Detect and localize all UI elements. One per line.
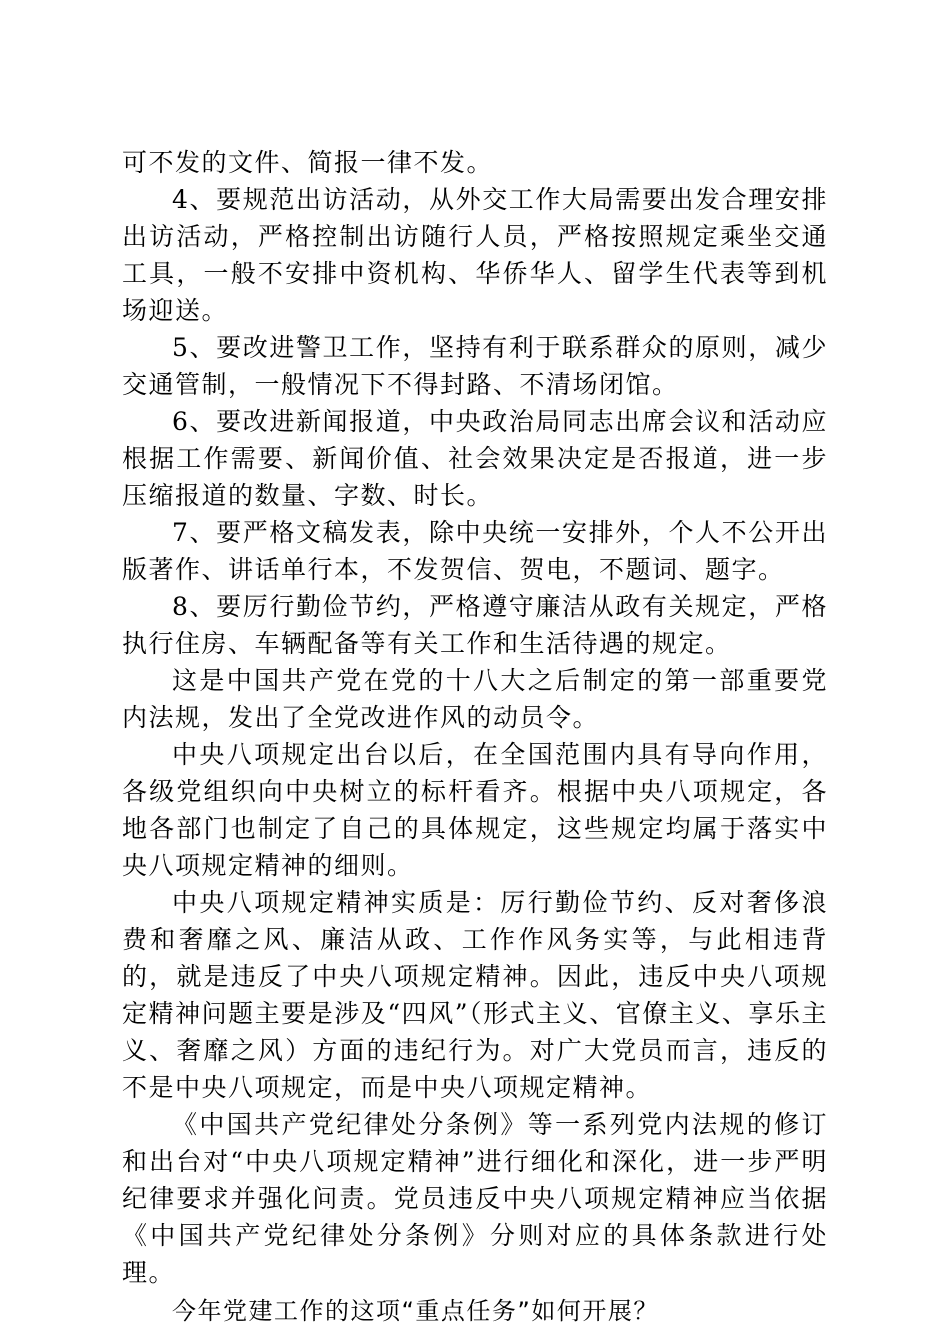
paragraph-item-7: 7、要严格文稿发表，除中央统一安排外，个人不公开出版著作、讲话单行本，不发贺信、贺电，不题词、题字。: [122, 518, 828, 584]
paragraph-item-5: 5、要改进警卫工作，坚持有利于联系群众的原则，减少交通管制，一般情况下不得封路、不清场闭馆。: [122, 333, 828, 399]
paragraph-significance: 这是中国共产党在党的十八大之后制定的第一部重要党内法规，发出了全党改进作风的动员令。: [122, 666, 828, 732]
paragraph-item-6: 6、要改进新闻报道，中央政治局同志出席会议和活动应根据工作需要、新闻价值、社会效果决定是否报道，进一步压缩报道的数量、字数、时长。: [122, 407, 828, 510]
section-heading: 今年党建工作的这项“重点任务”如何开展？: [172, 1297, 659, 1325]
paragraph-implementation: 中央八项规定出台以后，在全国范围内具有导向作用，各级党组织向中央树立的标杆看齐。根据中央八项规定，各地各部门也制定了自己的具体规定，这些规定均属于落实中央八项规定精神的细则。: [122, 740, 828, 880]
paragraph-continuation: 可不发的文件、简报一律不发。: [122, 148, 494, 177]
document-body: [122, 144, 828, 1330]
paragraph-essence: 中央八项规定精神实质是：厉行勤俭节约、反对奢侈浪费和奢靡之风、廉洁从政、工作作风务实等，与此相违背的，就是违反了中央八项规定精神。因此，违反中央八项规定精神问题主要是涉及“四风”（形式主义、官僚主义、享乐主义、奢靡之风）方面的违纪行为。对广大党员而言，违反的不是中央八项规定，而是中央八项规定精神。: [122, 888, 828, 1102]
paragraph-item-4: 4、要规范出访活动，从外交工作大局需要出发合理安排出访活动，严格控制出访随行人员，严格按照规定乘坐交通工具，一般不安排中资机构、华侨华人、留学生代表等到机场迎送。: [122, 185, 828, 325]
paragraph-item-8: 8、要厉行勤俭节约，严格遵守廉洁从政有关规定，严格执行住房、车辆配备等有关工作和生活待遇的规定。: [122, 592, 828, 658]
paragraph-regulations: 《中国共产党纪律处分条例》等一系列党内法规的修订和出台对“中央八项规定精神”进行细化和深化，进一步严明纪律要求并强化问责。党员违反中央八项规定精神应当依据《中国共产党纪律处分条例》分则对应的具体条款进行处理。: [122, 1110, 828, 1287]
